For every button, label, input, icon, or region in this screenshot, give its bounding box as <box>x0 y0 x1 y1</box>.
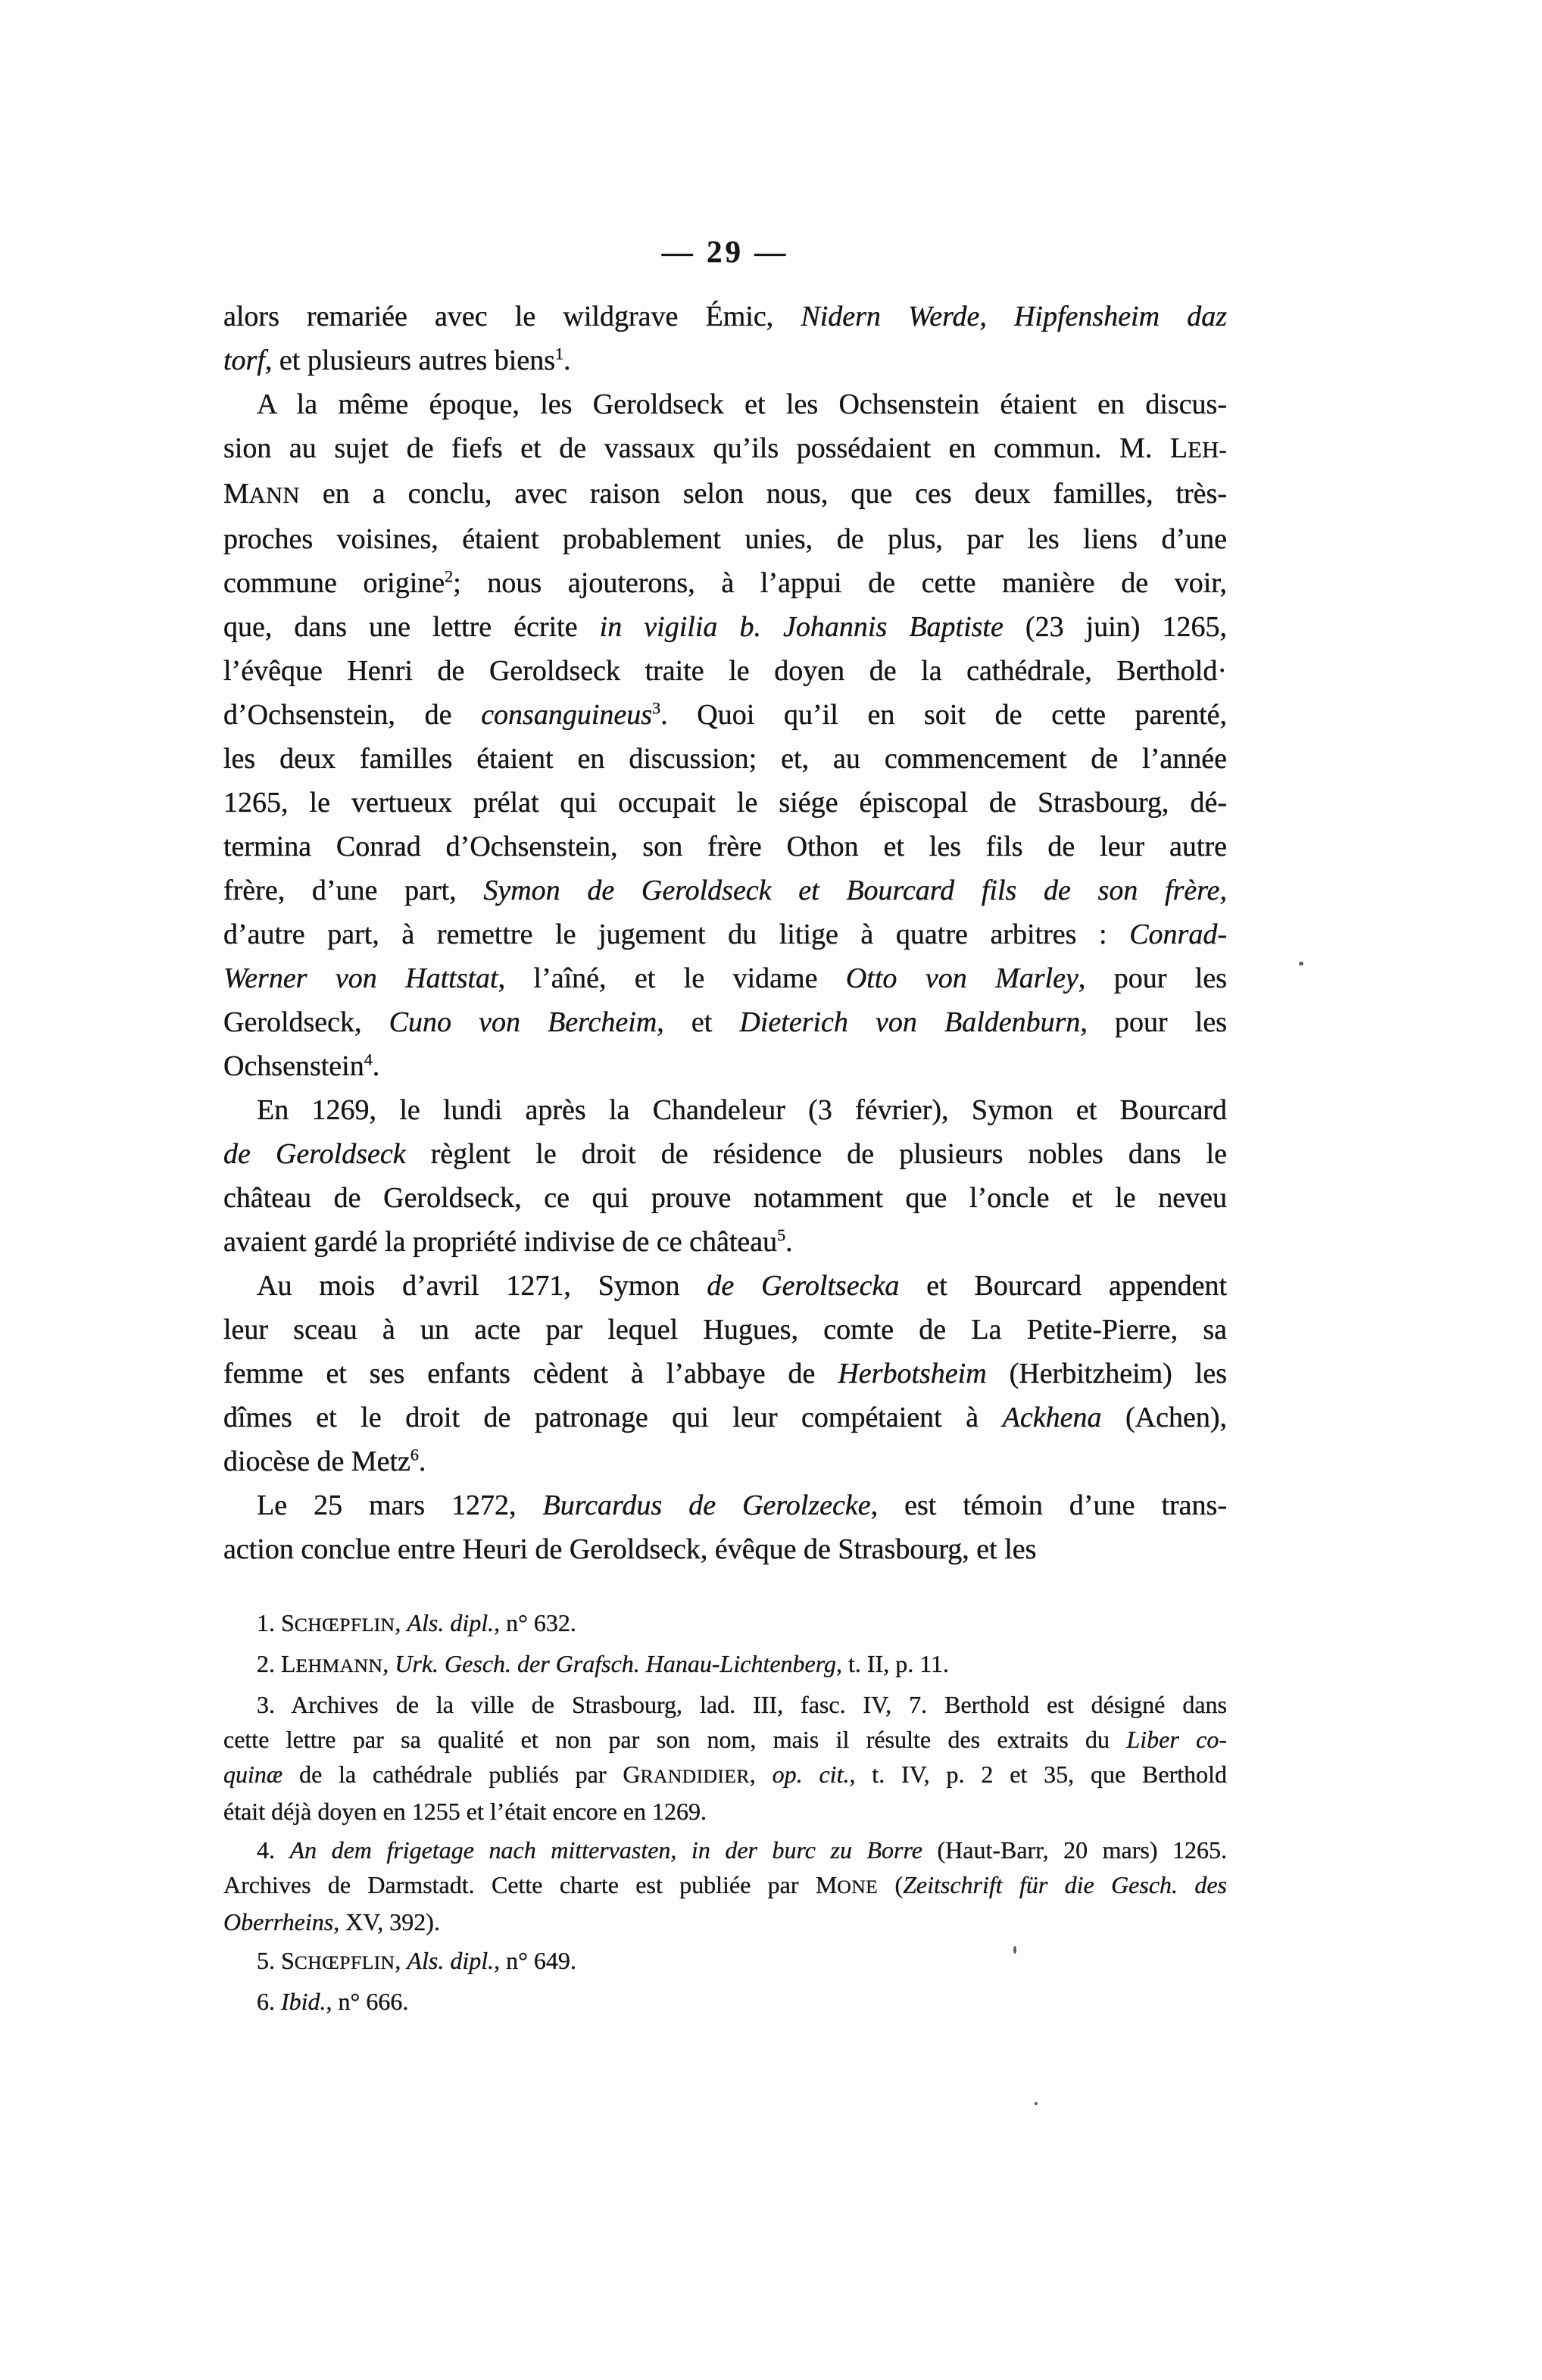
paragraph <box>223 382 1227 1088</box>
text-line: de Geroldseck règlent le droit de résidence de plusieurs nobles dans le <box>223 1138 1227 1170</box>
footnotes <box>223 1605 1227 2023</box>
text-line: cette lettre par sa qualité et non par son nom, mais il résulte des extraits du Liber co- <box>223 1726 1228 1753</box>
text-line: alors remariée avec le wildgrave Émic, Nidern Werde, Hipfensheim daz <box>223 301 1228 332</box>
text-line: Oberrheins, XV, 392). <box>223 1908 440 1936</box>
paragraph <box>223 295 1227 382</box>
text-line: l’évêque Henri de Geroldseck traite le doyen de la cathédrale, Berthold· <box>223 655 1227 687</box>
text-line: avaient gardé la propriété indivise de ce château$^5$. <box>223 1225 793 1258</box>
text-line: Archives de Darmstadt. Cette charte est publiée par MONE (Zeitschrift für die Gesch. des <box>223 1871 1228 1898</box>
text-line: A la même époque, les Geroldseck et les Ochsenstein étaient en discus- <box>257 388 1227 420</box>
text-line: commune origine$^2$; nous ajouterons, à l’appui de cette manière de voir, <box>223 566 1227 599</box>
text-line: quinæ de la cathédrale publiés par GRANDIDIER, op. cit., t. IV, p. 2 et 35, que Berthold <box>223 1761 1228 1788</box>
text-line: d’autre part, à remettre le jugement du litige à quatre arbitres : Conrad- <box>223 919 1227 950</box>
text-line: 1. SCHŒPFLIN, Als. dipl., n° 632. <box>257 1609 576 1636</box>
text-line: les deux familles étaient en discussion; et, au commencement de l’année <box>223 743 1227 775</box>
text-line: termina Conrad d’Ochsenstein, son frère Othon et les fils de leur autre <box>223 831 1227 862</box>
text-line: Le 25 mars 1272, Burcardus de Gerolzecke, est témoin d’une trans- <box>257 1489 1227 1521</box>
text-line: 1265, le vertueux prélat qui occupait le siége épiscopal de Strasbourg, dé- <box>223 787 1227 819</box>
text-line: sion au sujet de fiefs et de vassaux qu’ils possédaient en commun. M. LEH- <box>223 432 1227 464</box>
text-line: action conclue entre Heuri de Geroldseck, évêque de Strasbourg, et les <box>223 1533 1037 1565</box>
text-line: diocèse de Metz$^6$. <box>223 1445 426 1477</box>
text-line: En 1269, le lundi après la Chandeleur (3 février), Symon et Bourcard <box>257 1094 1227 1126</box>
text-line: 6. Ibid., n° 666. <box>257 1988 409 2015</box>
page-number: — 29 — <box>661 234 789 269</box>
text-line: château de Geroldseck, ce qui prouve notamment que l’oncle et le neveu <box>223 1182 1227 1214</box>
footnote <box>223 1833 1227 1939</box>
footnote <box>223 1646 1227 1683</box>
paragraph <box>223 1264 1227 1483</box>
footnote <box>223 1984 1227 2019</box>
paragraph <box>223 1483 1227 1571</box>
text-line: femme et ses enfants cèdent à l’abbaye de Herbotsheim (Herbitzheim) les <box>223 1358 1227 1390</box>
text-line: frère, d’une part, Symon de Geroldseck et Bourcard fils de son frère, <box>223 875 1227 906</box>
text-line: 5. SCHŒPFLIN, Als. dipl., n° 649. <box>257 1947 576 1974</box>
text-line: 2. LEHMANN, Urk. Gesch. der Grafsch. Hanau-Lichtenberg, t. II, p. 11. <box>257 1650 950 1677</box>
text-line: 3. Archives de la ville de Strasbourg, lad. III, fasc. IV, 7. Berthold est désigné dans <box>257 1691 1227 1718</box>
footnote <box>223 1687 1227 1829</box>
text-line: proches voisines, étaient probablement unies, de plus, par les liens d’une <box>223 523 1227 555</box>
footnote <box>223 1605 1227 1642</box>
text-line: Werner von Hattstat, l’aîné, et le vidame Otto von Marley, pour les <box>223 962 1228 994</box>
text-line: torf, et plusieurs autres biens$^1$. <box>223 344 571 376</box>
text-line: 4. An dem frigetage nach mittervasten, in der burc zu Borre (Haut-Barr, 20 mars) 1265. <box>257 1836 1228 1864</box>
text-line: Ochsenstein$^4$. <box>223 1050 380 1082</box>
text-line: MANN en a conclu, avec raison selon nous, que ces deux familles, très- <box>223 478 1227 510</box>
text-line: dîmes et le droit de patronage qui leur compétaient à Ackhena (Achen), <box>223 1402 1228 1433</box>
text-line: Geroldseck, Cuno von Bercheim, et Dieterich von Baldenburn, pour les <box>223 1006 1227 1038</box>
text-line: leur sceau à un acte par lequel Hugues, comte de La Petite-Pierre, sa <box>223 1314 1227 1346</box>
scan-speck <box>1035 2102 1038 2105</box>
scan-speck <box>1013 1946 1016 1954</box>
body-text <box>223 295 1227 1571</box>
text-line: était déjà doyen en 1255 et l’était encore en 1269. <box>223 1798 707 1825</box>
text-line: que, dans une lettre écrite in vigilia b. Johannis Baptiste (23 juin) 1265, <box>223 611 1227 643</box>
footnote <box>223 1943 1227 1980</box>
text-line: d’Ochsenstein, de consanguineus$^3$. Quoi qu’il en soit de cette parenté, <box>223 698 1227 731</box>
text-line: Au mois d’avril 1271, Symon de Geroltsecka et Bourcard appendent <box>257 1270 1228 1302</box>
paragraph <box>223 1088 1227 1264</box>
scan-speck <box>1299 962 1303 965</box>
